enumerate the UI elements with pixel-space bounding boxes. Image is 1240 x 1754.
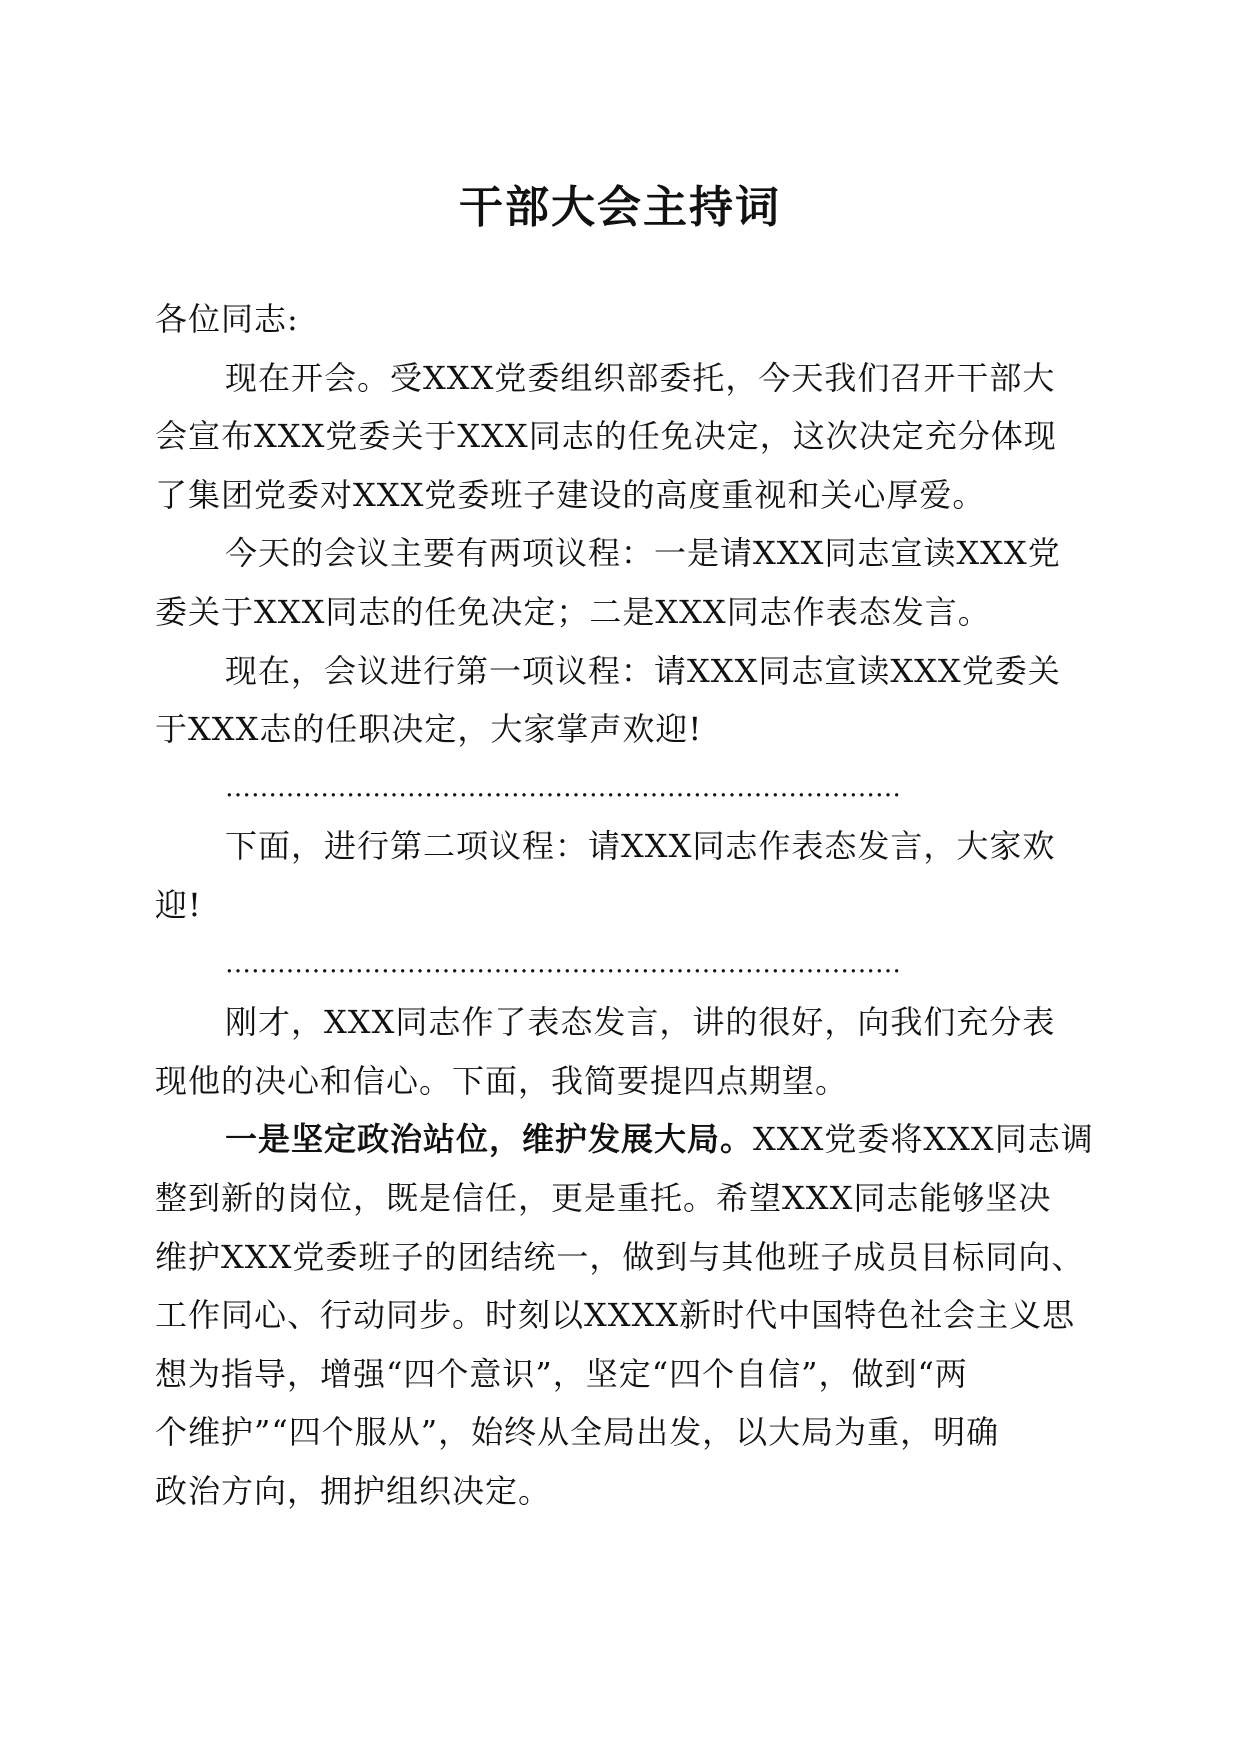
paragraph-line: 刚才，XXX同志作了表态发言，讲的很好，向我们充分表 bbox=[225, 1003, 1056, 1042]
paragraph-line: 现他的决心和信心。下面，我简要提四点期望。 bbox=[155, 1061, 849, 1100]
paragraph-line: 会宣布XXX党委关于XXX同志的任免决定，这次决定充分体现 bbox=[155, 417, 1057, 456]
document-body bbox=[155, 290, 1094, 1520]
paragraph-line: 现在，会议进行第一项议程：请XXX同志宣读XXX党委关 bbox=[225, 651, 1061, 690]
document-title: 干部大会主持词 bbox=[459, 182, 781, 233]
paragraph-line: 现在开会。受XXX党委组织部委托，今天我们召开干部大 bbox=[225, 358, 1056, 397]
point-one-first-line bbox=[155, 1110, 1094, 1169]
salutation: 各位同志: bbox=[155, 300, 299, 338]
paragraph-line: 委关于XXX同志的任免决定；二是XXX同志作表态发言。 bbox=[155, 592, 991, 631]
point-one-heading: 一是坚定政治站位，维护发展大局。 bbox=[225, 1120, 754, 1159]
ellipsis-line: …………………………………………………………………… bbox=[225, 948, 901, 979]
paragraph-line: 今天的会议主要有两项议程：一是请XXX同志宣读XXX党 bbox=[225, 534, 1061, 573]
paragraph-line: 想为指导，增强“四个意识”，坚定“四个自信”，做到“两 bbox=[155, 1354, 968, 1393]
paragraph-line: 个维护”“四个服从”，始终从全局出发，以大局为重，明确 bbox=[155, 1413, 1000, 1452]
ellipsis-line: …………………………………………………………………… bbox=[225, 772, 901, 803]
paragraph-line: 整到新的岗位，既是信任，更是重托。希望XXX同志能够坚决 bbox=[155, 1178, 1052, 1217]
paragraph-line: 迎! bbox=[155, 885, 202, 924]
paragraph-line: 下面，进行第二项议程：请XXX同志作表态发言，大家欢 bbox=[225, 827, 1056, 866]
paragraph-line: 工作同心、行动同步。时刻以XXXX新时代中国特色社会主义思 bbox=[155, 1296, 1076, 1335]
paragraph-line: 于XXX志的任职决定，大家掌声欢迎! bbox=[155, 710, 703, 749]
paragraph-line: 政治方向，拥护组织决定。 bbox=[155, 1471, 552, 1510]
paragraph-line: 维护XXX党委班子的团结统一，做到与其他班子成员目标同向、 bbox=[155, 1237, 1085, 1276]
point-one-text: XXX党委将XXX同志调 bbox=[753, 1120, 1094, 1159]
paragraph-line: 了集团党委对XXX党委班子建设的高度重视和关心厚爱。 bbox=[155, 475, 986, 514]
